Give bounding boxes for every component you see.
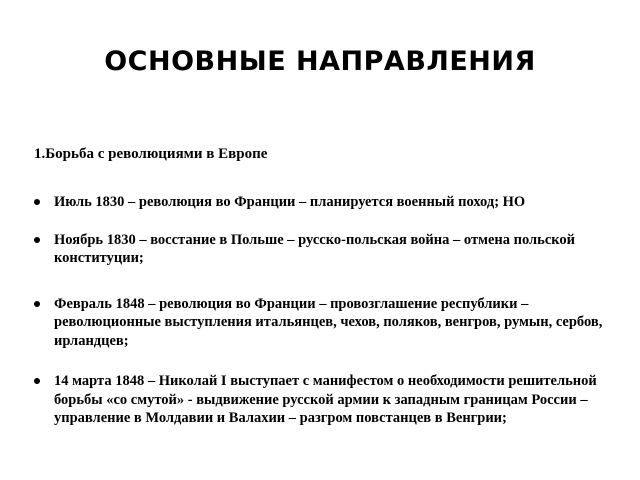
bullet-dot-icon xyxy=(34,301,40,307)
bullet-text: Июль 1830 – революция во Франции – планируется военный поход; НО xyxy=(54,194,526,210)
page-title: ОСНОВНЫЕ НАПРАВЛЕНИЯ xyxy=(104,46,536,77)
bullet-dot-icon xyxy=(34,237,40,243)
bullet-item-february-1848 xyxy=(34,295,624,351)
bullet-text: 14 марта 1848 – Николай I выступает с манифестом о необходимости решительной борьбы «со смутой» - выдвижение русской армии к западным границам России – управление в Молдавии и Валахии – разгром повстанцев в Венгрии; xyxy=(54,373,597,426)
bullet-dot-icon xyxy=(34,199,40,205)
section-heading: 1.Борьба с революциями в Европе xyxy=(34,146,268,162)
bullet-item-july-1830 xyxy=(34,193,624,212)
bullet-item-march-1848 xyxy=(34,372,624,428)
bullet-text: Февраль 1848 – революция во Франции – провозглашение республики – революционные выступления итальянцев, чехов, поляков, венгров, румын, сербов, ирландцев; xyxy=(54,295,603,349)
bullet-list xyxy=(34,193,624,428)
bullet-dot-icon xyxy=(34,378,40,384)
bullet-text: Ноябрь 1830 – восстание в Польше – русско-польская война – отмена польской конституции; xyxy=(54,231,576,266)
bullet-item-november-1830 xyxy=(34,231,624,268)
